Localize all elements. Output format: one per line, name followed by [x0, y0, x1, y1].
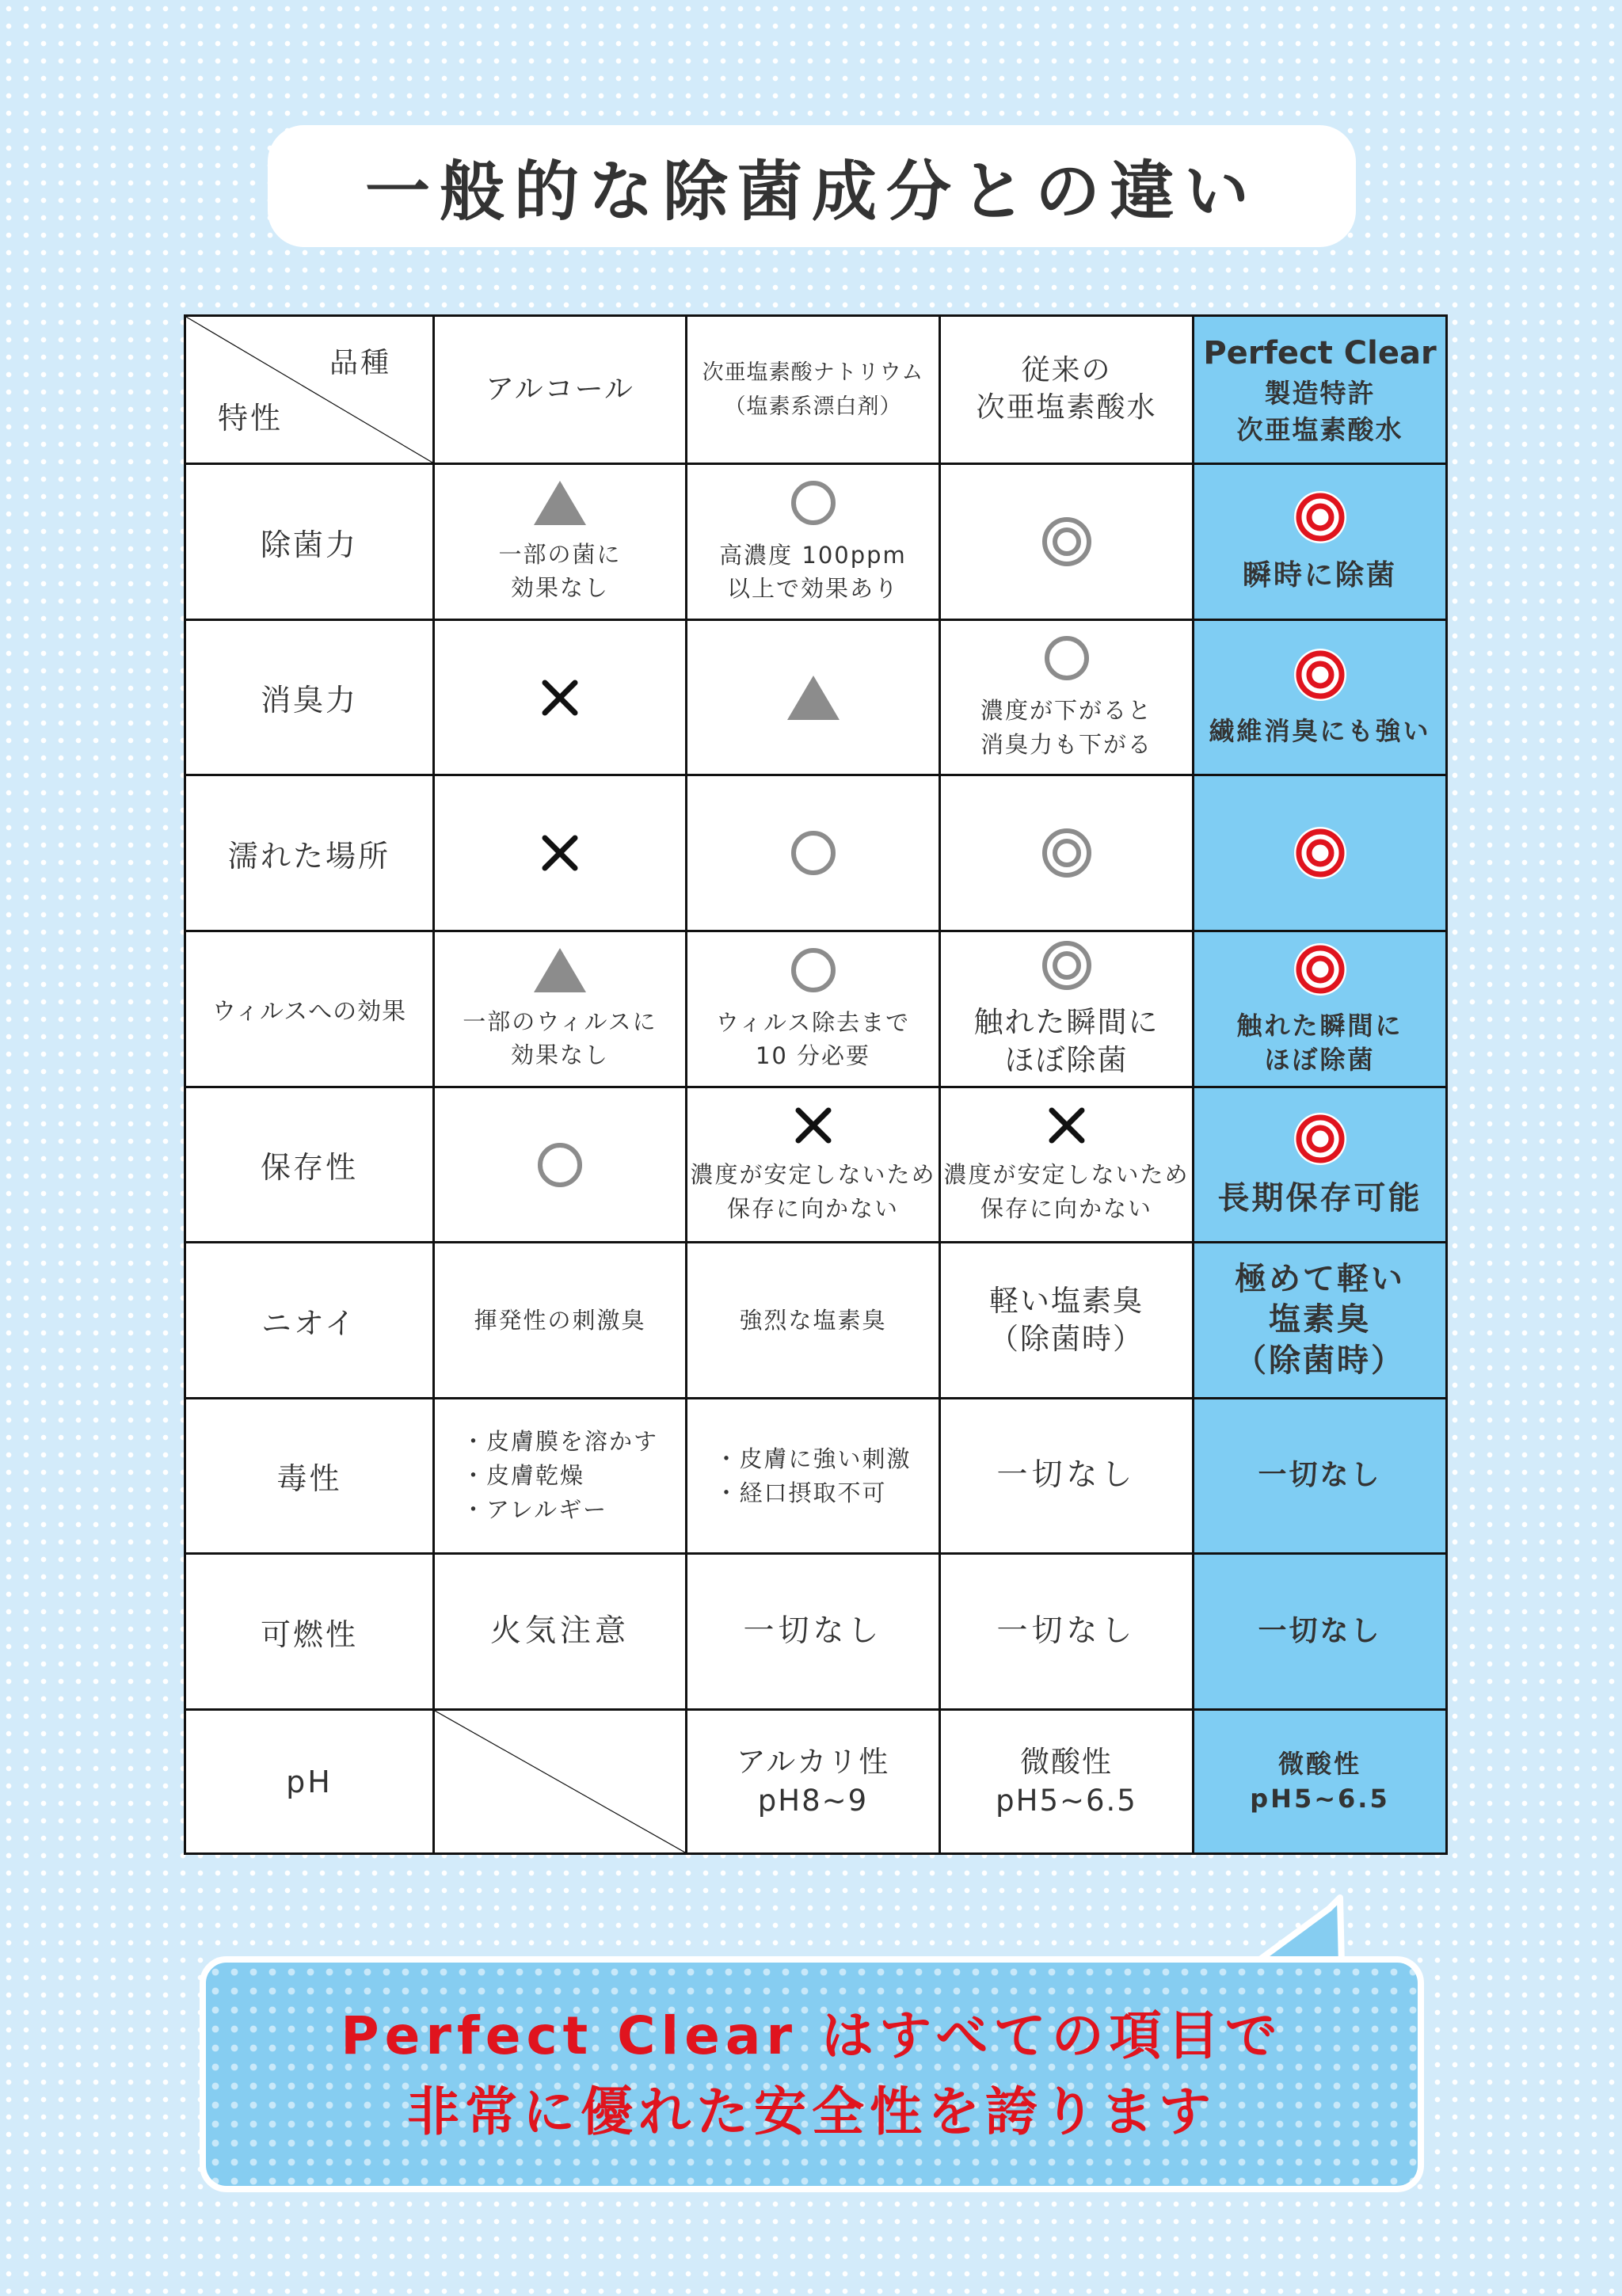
cell-text: ほぼ除菌	[1264, 1045, 1376, 1075]
table-cell	[687, 620, 940, 775]
list-item: ・経口摂取不可	[714, 1479, 887, 1506]
cell-text: 一切なし	[1258, 1614, 1382, 1647]
double-circle-icon	[1292, 1110, 1349, 1167]
cell-text: 繊維消臭にも強い	[1209, 715, 1431, 746]
cross-icon	[1045, 1104, 1088, 1147]
table-row	[185, 1710, 1447, 1854]
cell-text: 濃度が下がると	[980, 697, 1152, 725]
table-cell	[434, 1243, 687, 1399]
cell-text: 触れた瞬間に	[1236, 1010, 1403, 1041]
table-cell	[1194, 1243, 1447, 1399]
table-row	[185, 775, 1447, 931]
cell-text: pH8~9	[757, 1783, 869, 1818]
table-cell	[940, 775, 1194, 931]
speech-bubble-tail-icon	[1251, 1894, 1354, 1966]
list-item: ・皮膚乾燥	[461, 1462, 584, 1490]
cell-text: 揮発性の刺激臭	[474, 1306, 646, 1334]
column-header-1	[687, 316, 940, 464]
bullet-list	[462, 1425, 658, 1527]
column-header-2	[940, 316, 1194, 464]
bubble-line-2: 非常に優れた安全性を誇ります	[407, 2081, 1216, 2142]
title-banner	[268, 125, 1356, 247]
cell-text: ほぼ除菌	[1004, 1043, 1129, 1077]
table-cell	[434, 1554, 687, 1710]
cell-text: 保存に向かない	[726, 1194, 899, 1222]
table-cell	[940, 464, 1194, 620]
table-cell	[434, 1399, 687, 1554]
table-cell	[687, 1399, 940, 1554]
table-cell	[434, 464, 687, 620]
row-label-cell	[185, 1399, 434, 1554]
circle-icon	[789, 828, 838, 878]
row-label: 除菌力	[260, 527, 358, 562]
cell-text: 一部のウィルスに	[463, 1007, 657, 1035]
corner-label-bottom: 特性	[218, 401, 284, 436]
table-cell	[687, 1554, 940, 1710]
column-header-line: アルコール	[485, 372, 634, 406]
comparison-table	[184, 314, 1448, 1855]
double-circle-icon	[1292, 824, 1349, 881]
table-cell	[434, 620, 687, 775]
table-row	[185, 1087, 1447, 1243]
table-cell	[687, 931, 940, 1087]
cell-text: アルカリ性	[736, 1745, 890, 1780]
cell-text: 効果なし	[510, 1041, 609, 1068]
row-label: 毒性	[276, 1461, 342, 1496]
table-cell	[1194, 1087, 1447, 1243]
cell-text: 効果なし	[510, 574, 609, 601]
column-header-0	[434, 316, 687, 464]
cell-text: pH5~6.5	[996, 1783, 1137, 1818]
triangle-icon	[532, 479, 588, 527]
column-header-line: 次亜塩素酸ナトリウム	[702, 360, 924, 385]
column-header-line: 従来の	[1021, 354, 1112, 387]
table-cell	[687, 775, 940, 931]
list-item: ・アレルギー	[461, 1495, 608, 1523]
table-cell	[940, 620, 1194, 775]
corner-label-top: 品種	[329, 347, 391, 379]
double-circle-icon	[1292, 941, 1349, 998]
table-cell	[1194, 931, 1447, 1087]
cell-text: 一切なし	[1258, 1459, 1382, 1492]
cell-text: 保存に向かない	[980, 1194, 1152, 1222]
row-label: 濡れた場所	[227, 838, 390, 874]
column-header-line: Perfect Clear	[1203, 334, 1437, 371]
cell-text: 触れた瞬間に	[973, 1004, 1159, 1039]
cell-text: 強烈な塩素臭	[739, 1306, 887, 1334]
bullet-list	[714, 1442, 911, 1510]
speech-bubble	[200, 1894, 1424, 2192]
list-item: ・皮膚膜を溶かす	[461, 1428, 658, 1456]
column-header-line: 製造特許	[1264, 378, 1376, 409]
cross-icon	[539, 832, 581, 874]
row-label: 保存性	[260, 1150, 358, 1185]
cell-text: pH5~6.5	[1250, 1783, 1390, 1814]
table-cell	[1194, 464, 1447, 620]
cell-text: 一部の菌に	[498, 540, 622, 568]
table-cell	[940, 1554, 1194, 1710]
double-circle-icon	[1292, 489, 1349, 546]
row-label: ニオイ	[261, 1305, 358, 1341]
double-circle-icon	[1040, 515, 1094, 569]
circle-icon	[789, 478, 838, 527]
triangle-icon	[786, 674, 841, 722]
speech-bubble-box	[200, 1956, 1424, 2192]
table-cell	[434, 931, 687, 1087]
table-cell	[1194, 1554, 1447, 1710]
table-row	[185, 1399, 1447, 1554]
table-row	[185, 620, 1447, 775]
cell-text: （除菌時）	[1235, 1342, 1405, 1379]
table-cell	[434, 1710, 687, 1854]
table-row	[185, 931, 1447, 1087]
table-cell	[940, 1243, 1194, 1399]
cell-text: 瞬時に除菌	[1242, 558, 1397, 592]
table-cell	[687, 1243, 940, 1399]
cell-text: 濃度が安定しないため	[690, 1161, 936, 1189]
table-row	[185, 464, 1447, 620]
double-circle-icon	[1292, 646, 1349, 703]
row-label-cell	[185, 1554, 434, 1710]
table-cell	[940, 1710, 1194, 1854]
double-circle-icon	[1040, 826, 1094, 880]
double-circle-icon	[1040, 939, 1094, 992]
column-header-line: 次亜塩素酸水	[1236, 413, 1403, 445]
circle-icon	[535, 1140, 584, 1190]
cell-text: 10 分必要	[755, 1042, 871, 1069]
row-label-cell	[185, 931, 434, 1087]
row-label-cell	[185, 775, 434, 931]
row-label: 消臭力	[260, 683, 358, 718]
row-label-cell	[185, 1243, 434, 1399]
table-cell	[1194, 775, 1447, 931]
cell-text: 一切なし	[996, 1457, 1137, 1494]
table-cell	[687, 1087, 940, 1243]
list-item: ・皮膚に強い刺激	[714, 1445, 912, 1472]
table-cell	[1194, 1399, 1447, 1554]
column-header-line: （塩素系漂白剤）	[724, 394, 902, 419]
slash-icon	[435, 1711, 685, 1852]
cell-text: 微酸性	[1020, 1745, 1113, 1780]
cell-text: 一切なし	[996, 1613, 1137, 1649]
table-cell	[940, 1399, 1194, 1554]
cell-text: 消臭力も下がる	[980, 730, 1152, 758]
cell-text: 以上で効果あり	[726, 575, 899, 602]
table-cell	[434, 1087, 687, 1243]
table-cell	[687, 1710, 940, 1854]
cell-text: 一切なし	[743, 1613, 883, 1649]
table-cell	[687, 464, 940, 620]
circle-icon	[789, 946, 838, 995]
table-cell	[1194, 620, 1447, 775]
cell-text: 濃度が安定しないため	[943, 1161, 1190, 1189]
diagonal-line-icon	[186, 317, 432, 463]
cell-text: 長期保存可能	[1217, 1179, 1422, 1217]
row-label-cell	[185, 464, 434, 620]
table-row	[185, 1243, 1447, 1399]
cell-text: 軽い塩素臭	[989, 1283, 1144, 1318]
table-cell	[434, 775, 687, 931]
triangle-icon	[532, 946, 588, 994]
table-cell	[1194, 1710, 1447, 1854]
row-label-cell	[185, 620, 434, 775]
cross-icon	[792, 1104, 835, 1147]
row-label: 可燃性	[260, 1616, 358, 1652]
circle-icon	[1042, 634, 1091, 683]
cross-icon	[539, 676, 581, 719]
row-label: pH	[286, 1764, 333, 1799]
column-header-line: 次亜塩素酸水	[976, 391, 1157, 424]
bubble-line-1: Perfect Clear はすべての項目で	[341, 2005, 1283, 2067]
cell-text: 高濃度 100ppm	[719, 541, 907, 569]
table-row	[185, 1554, 1447, 1710]
cell-text: 火気注意	[489, 1613, 630, 1649]
table-cell	[940, 1087, 1194, 1243]
header-row	[185, 316, 1447, 464]
row-label: ウィルスへの効果	[211, 998, 407, 1026]
cell-text: ウィルス除去まで	[715, 1008, 911, 1036]
row-label-cell	[185, 1710, 434, 1854]
cell-text: 塩素臭	[1269, 1301, 1371, 1338]
cell-text: （除菌時）	[989, 1322, 1144, 1356]
cell-text: 極めて軽い	[1235, 1261, 1405, 1298]
corner-cell	[185, 316, 434, 464]
row-label-cell	[185, 1087, 434, 1243]
cell-text: 微酸性	[1277, 1749, 1361, 1780]
column-header-3	[1194, 316, 1447, 464]
page-title: 一般的な除菌成分との違い	[364, 154, 1258, 230]
table-cell	[940, 931, 1194, 1087]
